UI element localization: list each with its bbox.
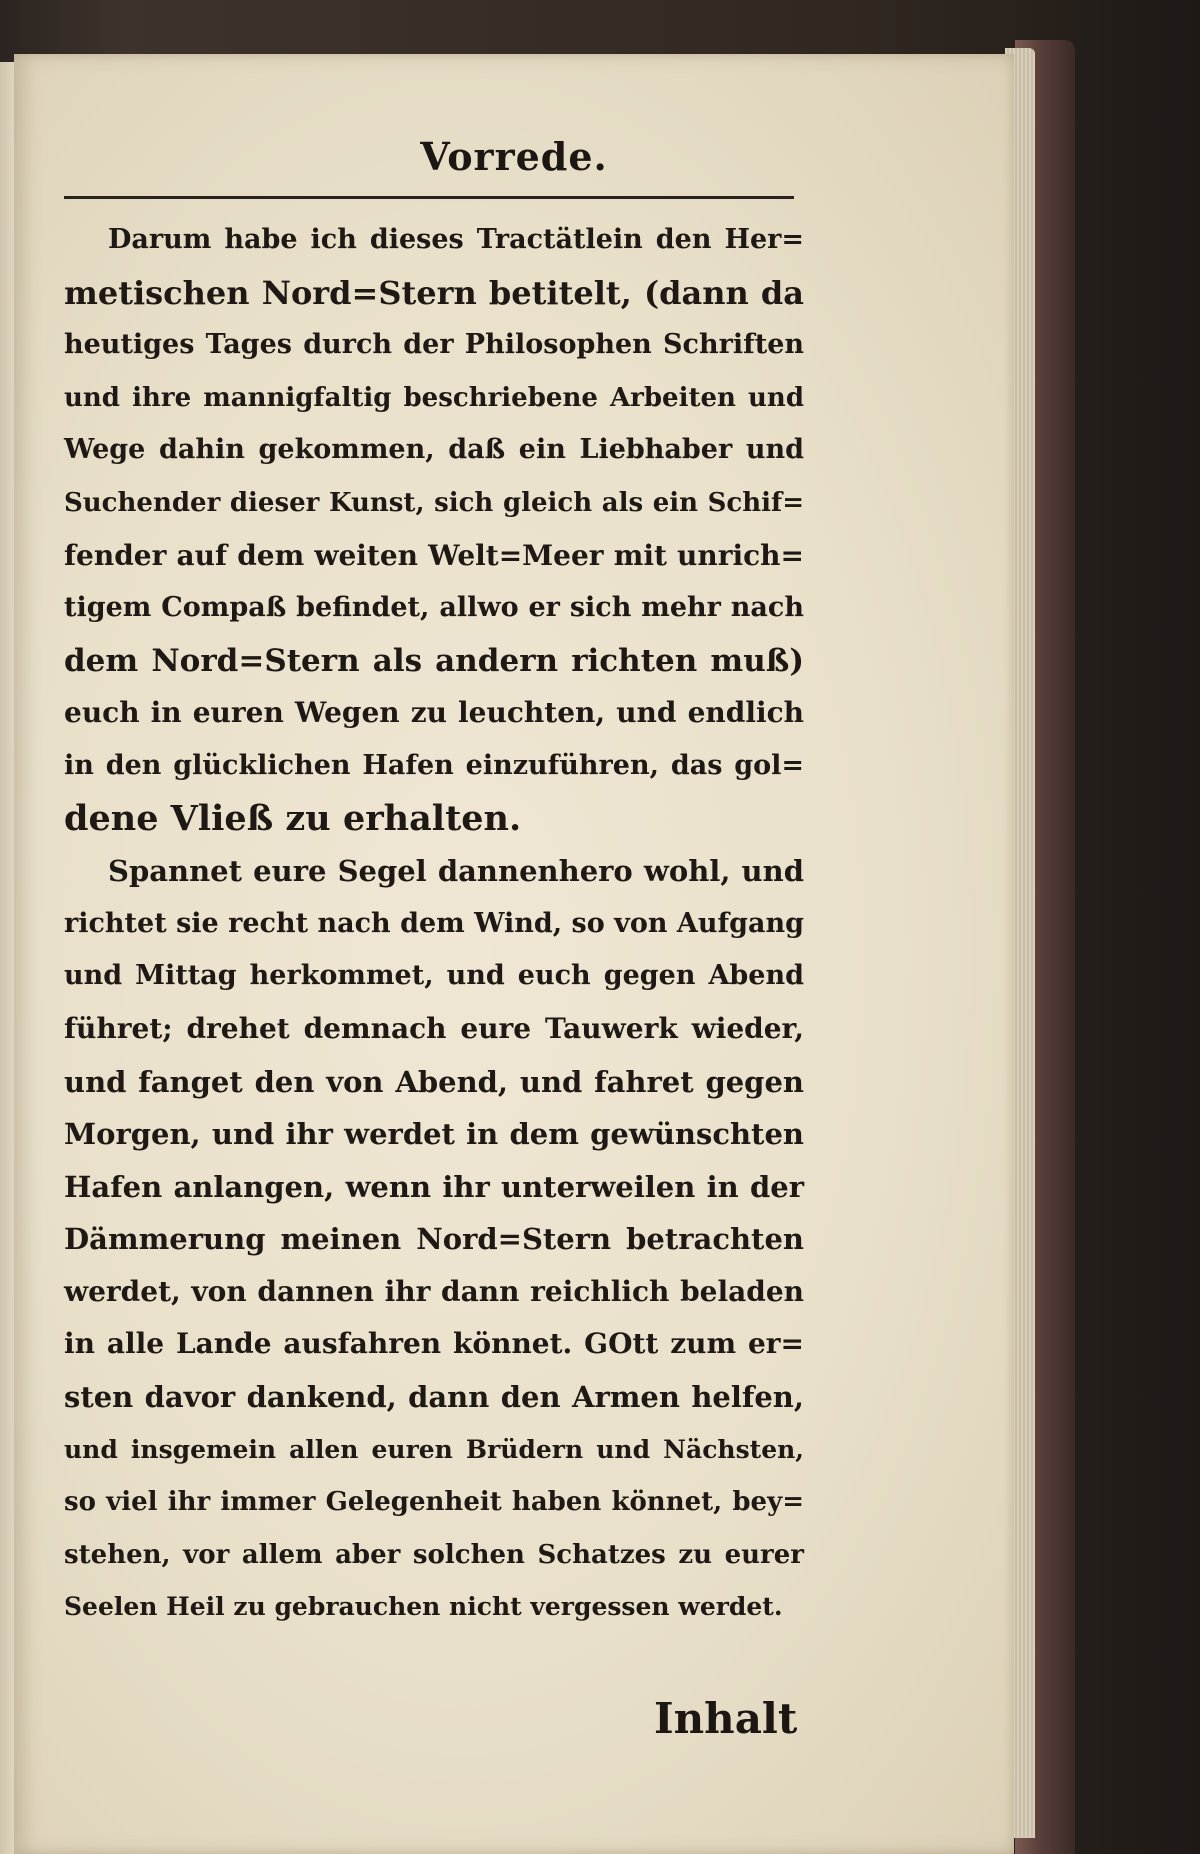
text-line: Seelen Heil zu gebrauchen nicht vergessen werdet. [64, 1592, 783, 1622]
text-line: dem Nord=Stern als andern richten muß) [64, 642, 804, 679]
text-line: Hafen anlangen, wenn ihr unterweilen in der [64, 1169, 804, 1204]
text-line: fender auf dem weiten Welt=Meer mit unrich= [64, 538, 804, 572]
text-line: in den glücklichen Hafen einzuführen, das gol= [64, 749, 804, 781]
text-line: tigem Compaß befindet, allwo er sich mehr nach [64, 592, 804, 624]
running-head: Vorrede. [420, 134, 608, 179]
text-line: Spannet eure Segel dannenhero wohl, und [108, 854, 804, 889]
text-line: und ihre mannigfaltig beschriebene Arbeiten und [64, 382, 804, 413]
text-line: so viel ihr immer Gelegenheit haben könnet, bey= [64, 1487, 804, 1518]
text-line: sten davor dankend, dann den Armen helfen, [64, 1380, 804, 1415]
text-line: in alle Lande ausfahren könnet. GOtt zum er= [64, 1327, 804, 1361]
text-line: heutiges Tages durch der Philosophen Schriften [64, 329, 804, 361]
text-line: Darum habe ich dieses Tractätlein den Her= [108, 224, 804, 255]
header-rule [64, 196, 794, 199]
text-line: werdet, von dannen ihr dann reichlich beladen [64, 1274, 804, 1308]
text-line: Morgen, und ihr werdet in dem gewünschten [64, 1117, 804, 1152]
book-page [14, 54, 1014, 1854]
text-line: und Mittag herkommet, und euch gegen Abend [64, 960, 804, 992]
text-line: metischen Nord=Stern betitelt, (dann da [64, 273, 804, 312]
text-line: und insgemein allen euren Brüdern und Nächsten, [64, 1434, 804, 1464]
page-body [64, 214, 804, 1634]
text-line: führet; drehet demnach eure Tauwerk wieder, [64, 1011, 804, 1045]
text-line: Dämmerung meinen Nord=Stern betrachten [64, 1222, 804, 1257]
text-line: stehen, vor allem aber solchen Schatzes zu eurer [64, 1539, 804, 1570]
text-line: richtet sie recht nach dem Wind, so von Aufgang [64, 907, 804, 939]
text-line: euch in euren Wegen zu leuchten, und endlich [64, 696, 804, 730]
text-line: und fanget den von Abend, und fahret gegen [64, 1064, 804, 1099]
text-line: Suchender dieser Kunst, sich gleich als ein Schif= [64, 487, 804, 518]
text-line: dene Vließ zu erhalten. [64, 797, 522, 839]
catchword: Inhalt [654, 1694, 798, 1743]
text-line: Wege dahin gekommen, daß ein Liebhaber und [64, 434, 804, 466]
